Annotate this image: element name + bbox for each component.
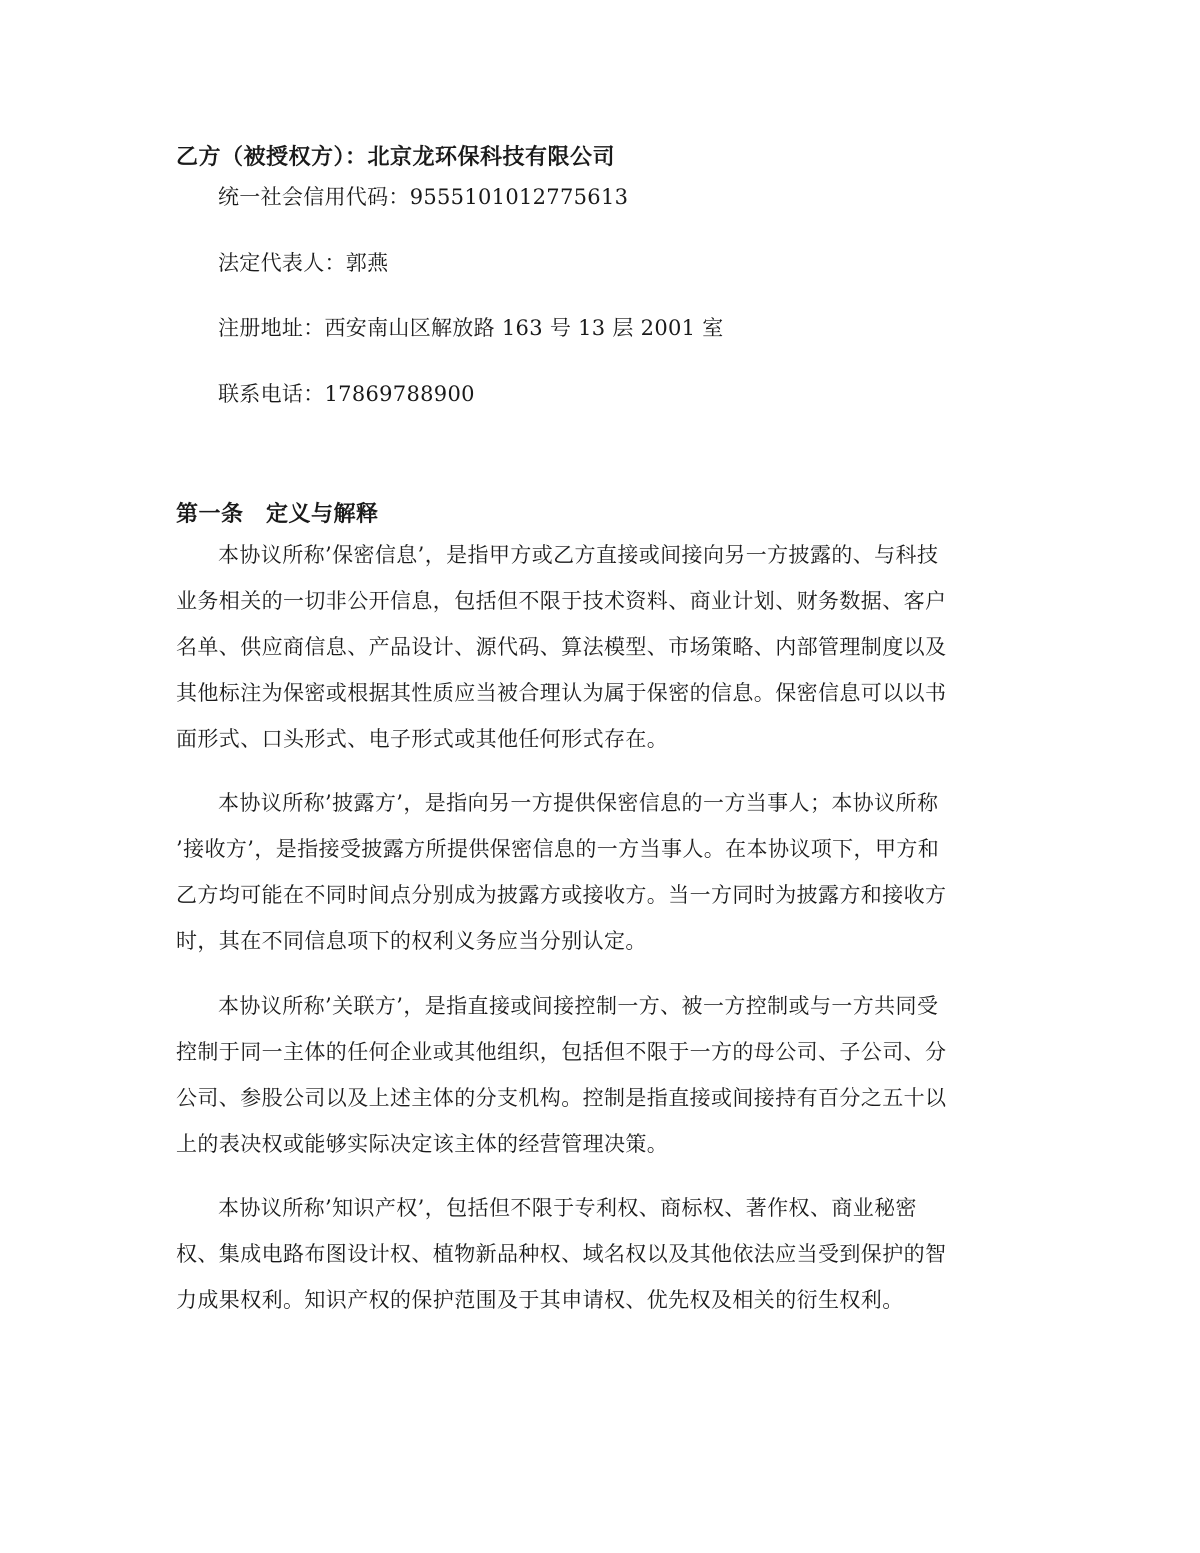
paragraph-line: 时，其在不同信息项下的权利义务应当分别认定。 [176,929,647,953]
contact-phone-line: 联系电话：17869788900 [218,382,475,406]
definition-discloser-receiver-paragraph [176,780,1026,964]
paragraph-line: 面形式、口头形式、电子形式或其他任何形式存在。 [176,727,669,751]
article-one-title: 第一条 定义与解释 [176,502,379,527]
paragraph-line: 权、集成电路布图设计权、植物新品种权、域名权以及其他依法应当受到保护的智 [176,1242,947,1266]
paragraph-line: 控制于同一主体的任何企业或其他组织，包括但不限于一方的母公司、子公司、分 [176,1040,947,1064]
paragraph-line: 本协议所称’关联方’，是指直接或间接控制一方、被一方控制或与一方共同受 [218,994,939,1018]
paragraph-line: 其他标注为保密或根据其性质应当被合理认为属于保密的信息。保密信息可以以书 [176,681,947,705]
paragraph-line: 本协议所称’知识产权’，包括但不限于专利权、商标权、著作权、商业秘密 [218,1196,917,1220]
legal-representative-line: 法定代表人：郭燕 [218,251,389,275]
paragraph-line: ’接收方’，是指接受披露方所提供保密信息的一方当事人。在本协议项下，甲方和 [176,837,940,861]
definition-ip-paragraph [176,1185,1026,1323]
paragraph-line: 上的表决权或能够实际决定该主体的经营管理决策。 [176,1132,669,1156]
paragraph-line: 本协议所称’保密信息’，是指甲方或乙方直接或间接向另一方披露的、与科技 [218,543,939,567]
party-b-heading: 乙方（被授权方）：北京龙环保科技有限公司 [176,145,616,170]
credit-code-line: 统一社会信用代码：9555101012775613 [218,185,629,209]
paragraph-line: 公司、参股公司以及上述主体的分支机构。控制是指直接或间接持有百分之五十以 [176,1086,947,1110]
definition-confidential-info-paragraph [176,532,1026,762]
registered-address-line: 注册地址：西安南山区解放路 163 号 13 层 2001 室 [218,316,724,340]
paragraph-line: 业务相关的一切非公开信息，包括但不限于技术资料、商业计划、财务数据、客户 [176,589,947,613]
paragraph-line: 名单、供应商信息、产品设计、源代码、算法模型、市场策略、内部管理制度以及 [176,635,947,659]
paragraph-line: 乙方均可能在不同时间点分别成为披露方或接收方。当一方同时为披露方和接收方 [176,883,947,907]
paragraph-line: 本协议所称’披露方’，是指向另一方提供保密信息的一方当事人；本协议所称 [218,791,939,815]
paragraph-line: 力成果权利。知识产权的保护范围及于其申请权、优先权及相关的衍生权利。 [176,1288,904,1312]
definition-affiliate-paragraph [176,983,1026,1167]
